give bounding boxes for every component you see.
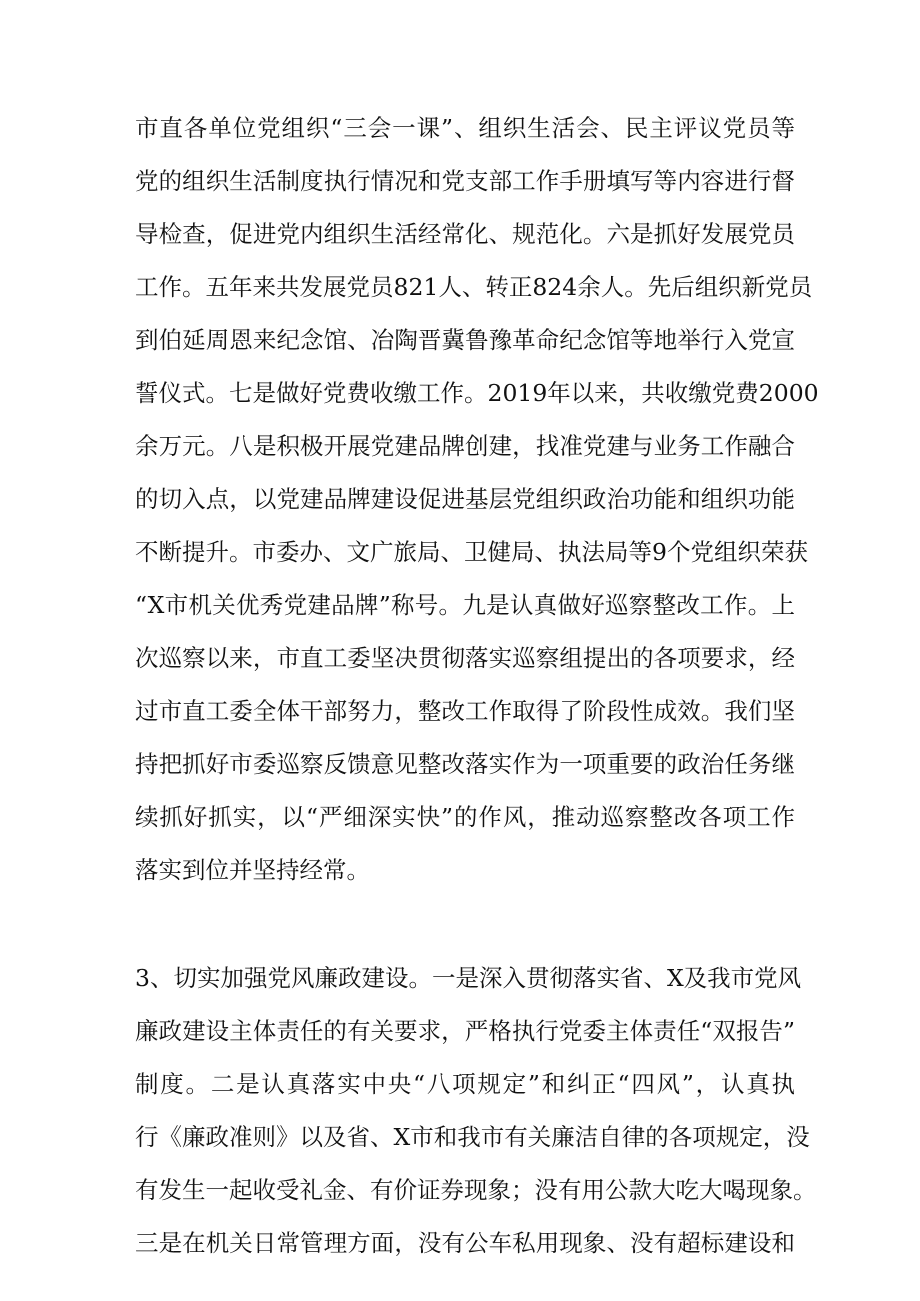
text-line: 余万元。八是积极开展党建品牌创建，找准党建与业务工作融合: [135, 432, 795, 460]
text-line: 三是在机关日常管理方面，没有公车私用现象、没有超标建设和: [135, 1229, 795, 1257]
text-line: 党的组织生活制度执行情况和党支部工作手册填写等内容进行督: [135, 167, 795, 195]
text-line: 到伯延周恩来纪念馆、冶陶晋冀鲁豫革命纪念馆等地举行入党宣: [135, 326, 795, 354]
text-line: 持把抓好市委巡察反馈意见整改落实作为一项重要的政治任务继: [135, 750, 795, 778]
text-line: 廉政建设主体责任的有关要求，严格执行党委主体责任“双报告”: [135, 1017, 795, 1045]
text-line: 次巡察以来，市直工委坚决贯彻落实巡察组提出的各项要求，经: [135, 644, 795, 672]
text-line: 3、切实加强党风廉政建设。一是深入贯彻落实省、X及我市党风: [135, 964, 802, 992]
text-line: 导检查，促进党内组织生活经常化、规范化。六是抓好发展党员: [135, 220, 795, 248]
text-line: 续抓好抓实，以“严细深实快”的作风，推动巡察整改各项工作: [135, 803, 795, 831]
text-line: 不断提升。市委办、文广旅局、卫健局、执法局等9个党组织荣获: [135, 538, 808, 566]
text-line: 的切入点，以党建品牌建设促进基层党组织政治功能和组织功能: [135, 485, 795, 513]
text-line: “X市机关优秀党建品牌”称号。九是认真做好巡察整改工作。上: [135, 591, 795, 619]
text-line: 制度。二是认真落实中央“八项规定”和纠正“四风”，认真执: [135, 1070, 795, 1098]
text-line: 有发生一起收受礼金、有价证券现象；没有用公款大吃大喝现象。: [135, 1176, 817, 1204]
text-line: 市直各单位党组织“三会一课”、组织生活会、民主评议党员等: [135, 114, 795, 142]
text-line: 工作。五年来共发展党员821人、转正824余人。先后组织新党员: [135, 273, 813, 301]
text-line: 誓仪式。七是做好党费收缴工作。2019年以来，共收缴党费2000: [135, 379, 819, 407]
text-line: 行《廉政准则》以及省、X市和我市有关廉洁自律的各项规定，没: [135, 1123, 810, 1151]
text-line: 过市直工委全体干部努力，整改工作取得了阶段性成效。我们坚: [135, 697, 795, 725]
text-line: 落实到位并坚持经常。: [135, 856, 370, 884]
